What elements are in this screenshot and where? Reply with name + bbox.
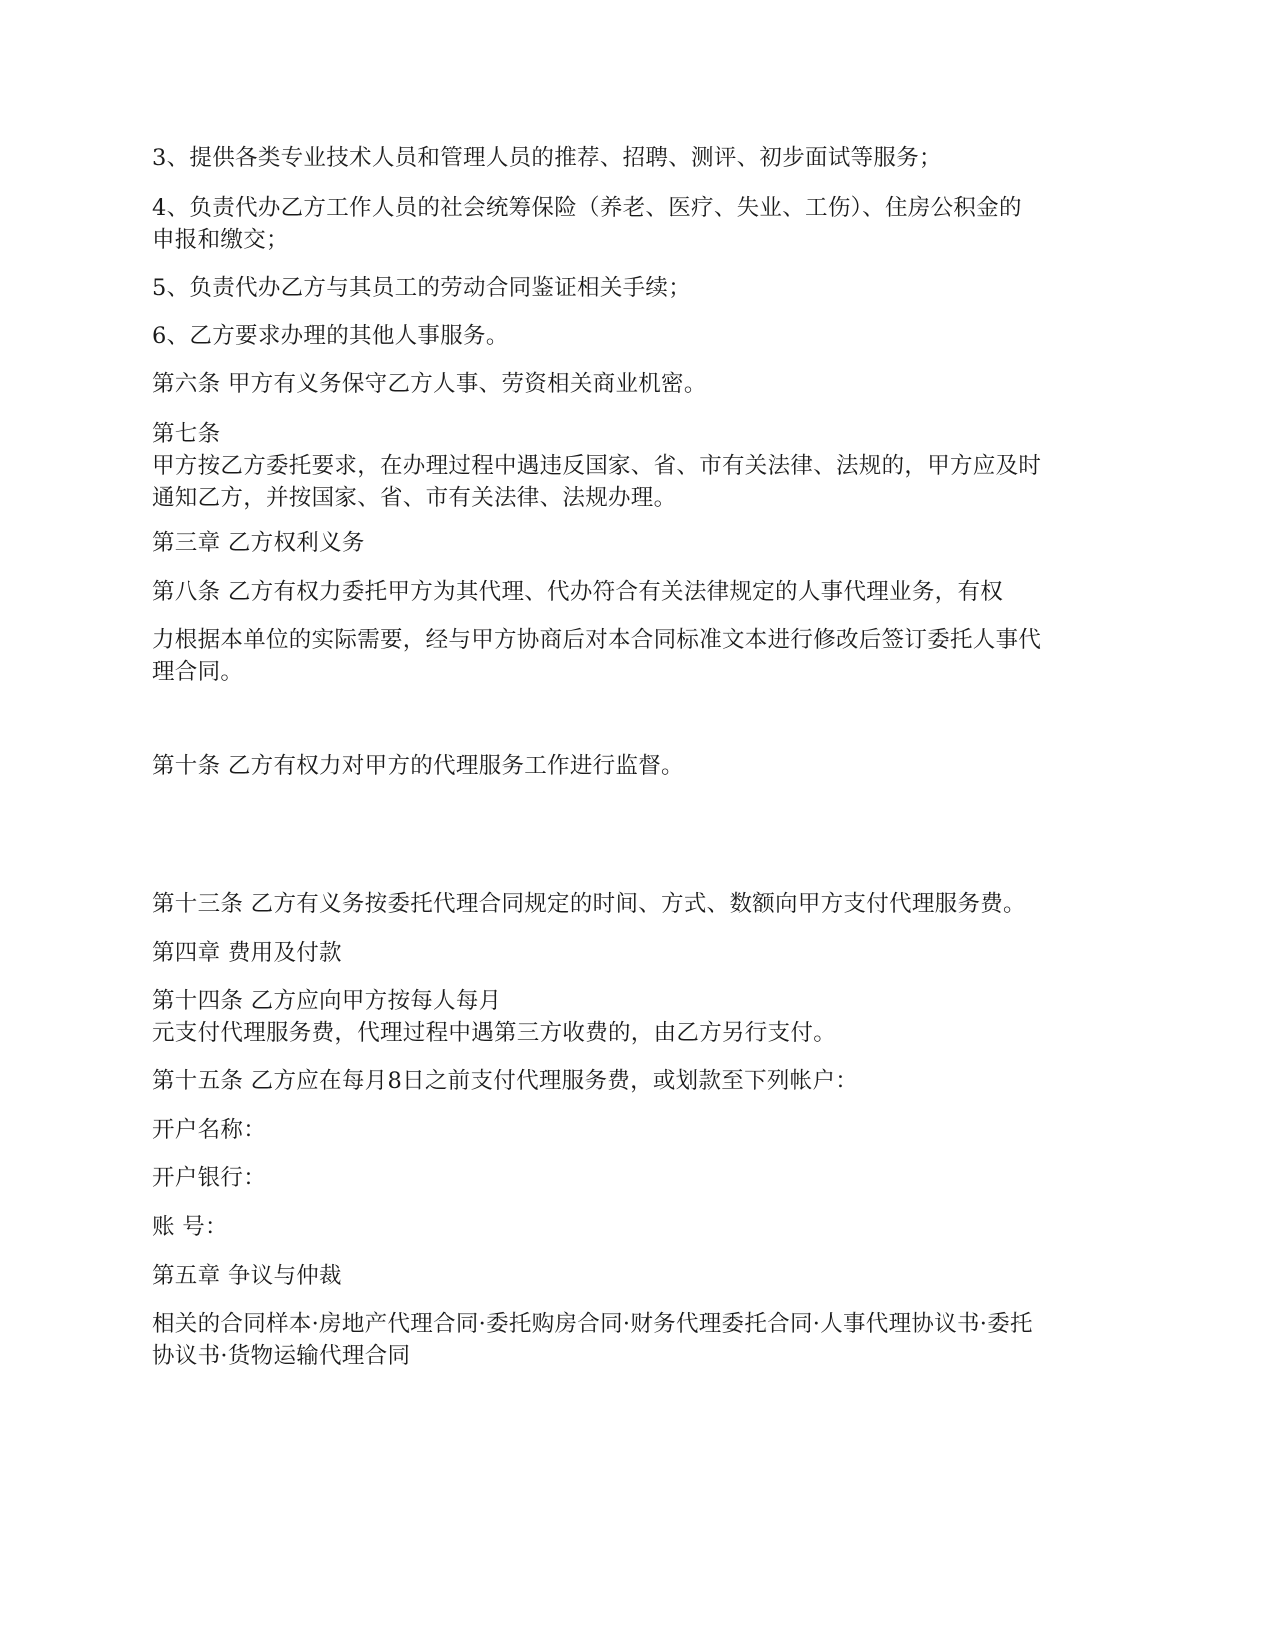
text-line: 5、负责代办乙方与其员工的劳动合同鉴证相关手续； [152,275,692,301]
text-line: 第五章 争议与仲裁 [152,1263,342,1289]
text-line: 开户名称： [152,1117,267,1143]
paragraph-article-8 [152,576,1132,608]
text-line: 6、乙方要求办理的其他人事服务。 [152,323,509,349]
text-line: 协议书·货物运输代理合同 [152,1343,411,1369]
text-line: 甲方按乙方委托要求，在办理过程中遇违反国家、省、市有关法律、法规的，甲方应及时 [152,453,1042,479]
related-contracts [152,1308,1132,1372]
text-line: 第十四条 乙方应向甲方按每人每月 [152,988,502,1014]
text-line: 账 号： [152,1214,228,1240]
account-bank-line [152,1162,1132,1194]
text-line: 第四章 费用及付款 [152,940,342,966]
text-line: 开户银行： [152,1165,267,1191]
text-line: 力根据本单位的实际需要，经与甲方协商后对本合同标准文本进行修改后签订委托人事代 [152,627,1042,653]
text-line: 第七条 [152,421,221,447]
text-line: 第八条 乙方有权力委托甲方为其代理、代办符合有关法律规定的人事代理业务，有权 [152,579,1004,605]
chapter-3-heading [152,527,1132,559]
text-line: 相关的合同样本·房地产代理合同·委托购房合同·财务代理委托合同·人事代理协议书·委托 [152,1311,1033,1337]
paragraph-article-8-continued [152,624,1132,688]
text-line: 第十五条 乙方应在每月8日之前支付代理服务费，或划款至下列帐户： [152,1068,859,1094]
text-line: 通知乙方，并按国家、省、市有关法律、法规办理。 [152,485,677,511]
paragraph-article-6 [152,368,1132,400]
text-line: 理合同。 [152,659,244,685]
text-line: 第三章 乙方权利义务 [152,530,365,556]
text-line: 3、提供各类专业技术人员和管理人员的推荐、招聘、测评、初步面试等服务； [152,145,942,171]
text-line: 第十三条 乙方有义务按委托代理合同规定的时间、方式、数额向甲方支付代理服务费。 [152,891,1026,917]
paragraph-article-13 [152,888,1132,920]
paragraph-item-6 [152,320,1132,352]
account-name-line [152,1114,1132,1146]
chapter-4-heading [152,937,1132,969]
paragraph-article-7 [152,418,1132,514]
paragraph-item-4 [152,192,1132,256]
text-line: 元支付代理服务费，代理过程中遇第三方收费的，由乙方另行支付。 [152,1020,837,1046]
text-line: 第十条 乙方有权力对甲方的代理服务工作进行监督。 [152,753,684,779]
paragraph-article-10 [152,750,1132,782]
account-number-line [152,1211,1132,1243]
paragraph-item-3 [152,142,1132,174]
text-line: 申报和缴交； [152,227,289,253]
text-line: 4、负责代办乙方工作人员的社会统筹保险（养老、医疗、失业、工伤）、住房公积金的 [152,195,1022,221]
paragraph-article-15 [152,1065,1132,1097]
text-line: 第六条 甲方有义务保守乙方人事、劳资相关商业机密。 [152,371,707,397]
chapter-5-heading [152,1260,1132,1292]
paragraph-article-14 [152,985,1132,1049]
paragraph-item-5 [152,272,1132,304]
